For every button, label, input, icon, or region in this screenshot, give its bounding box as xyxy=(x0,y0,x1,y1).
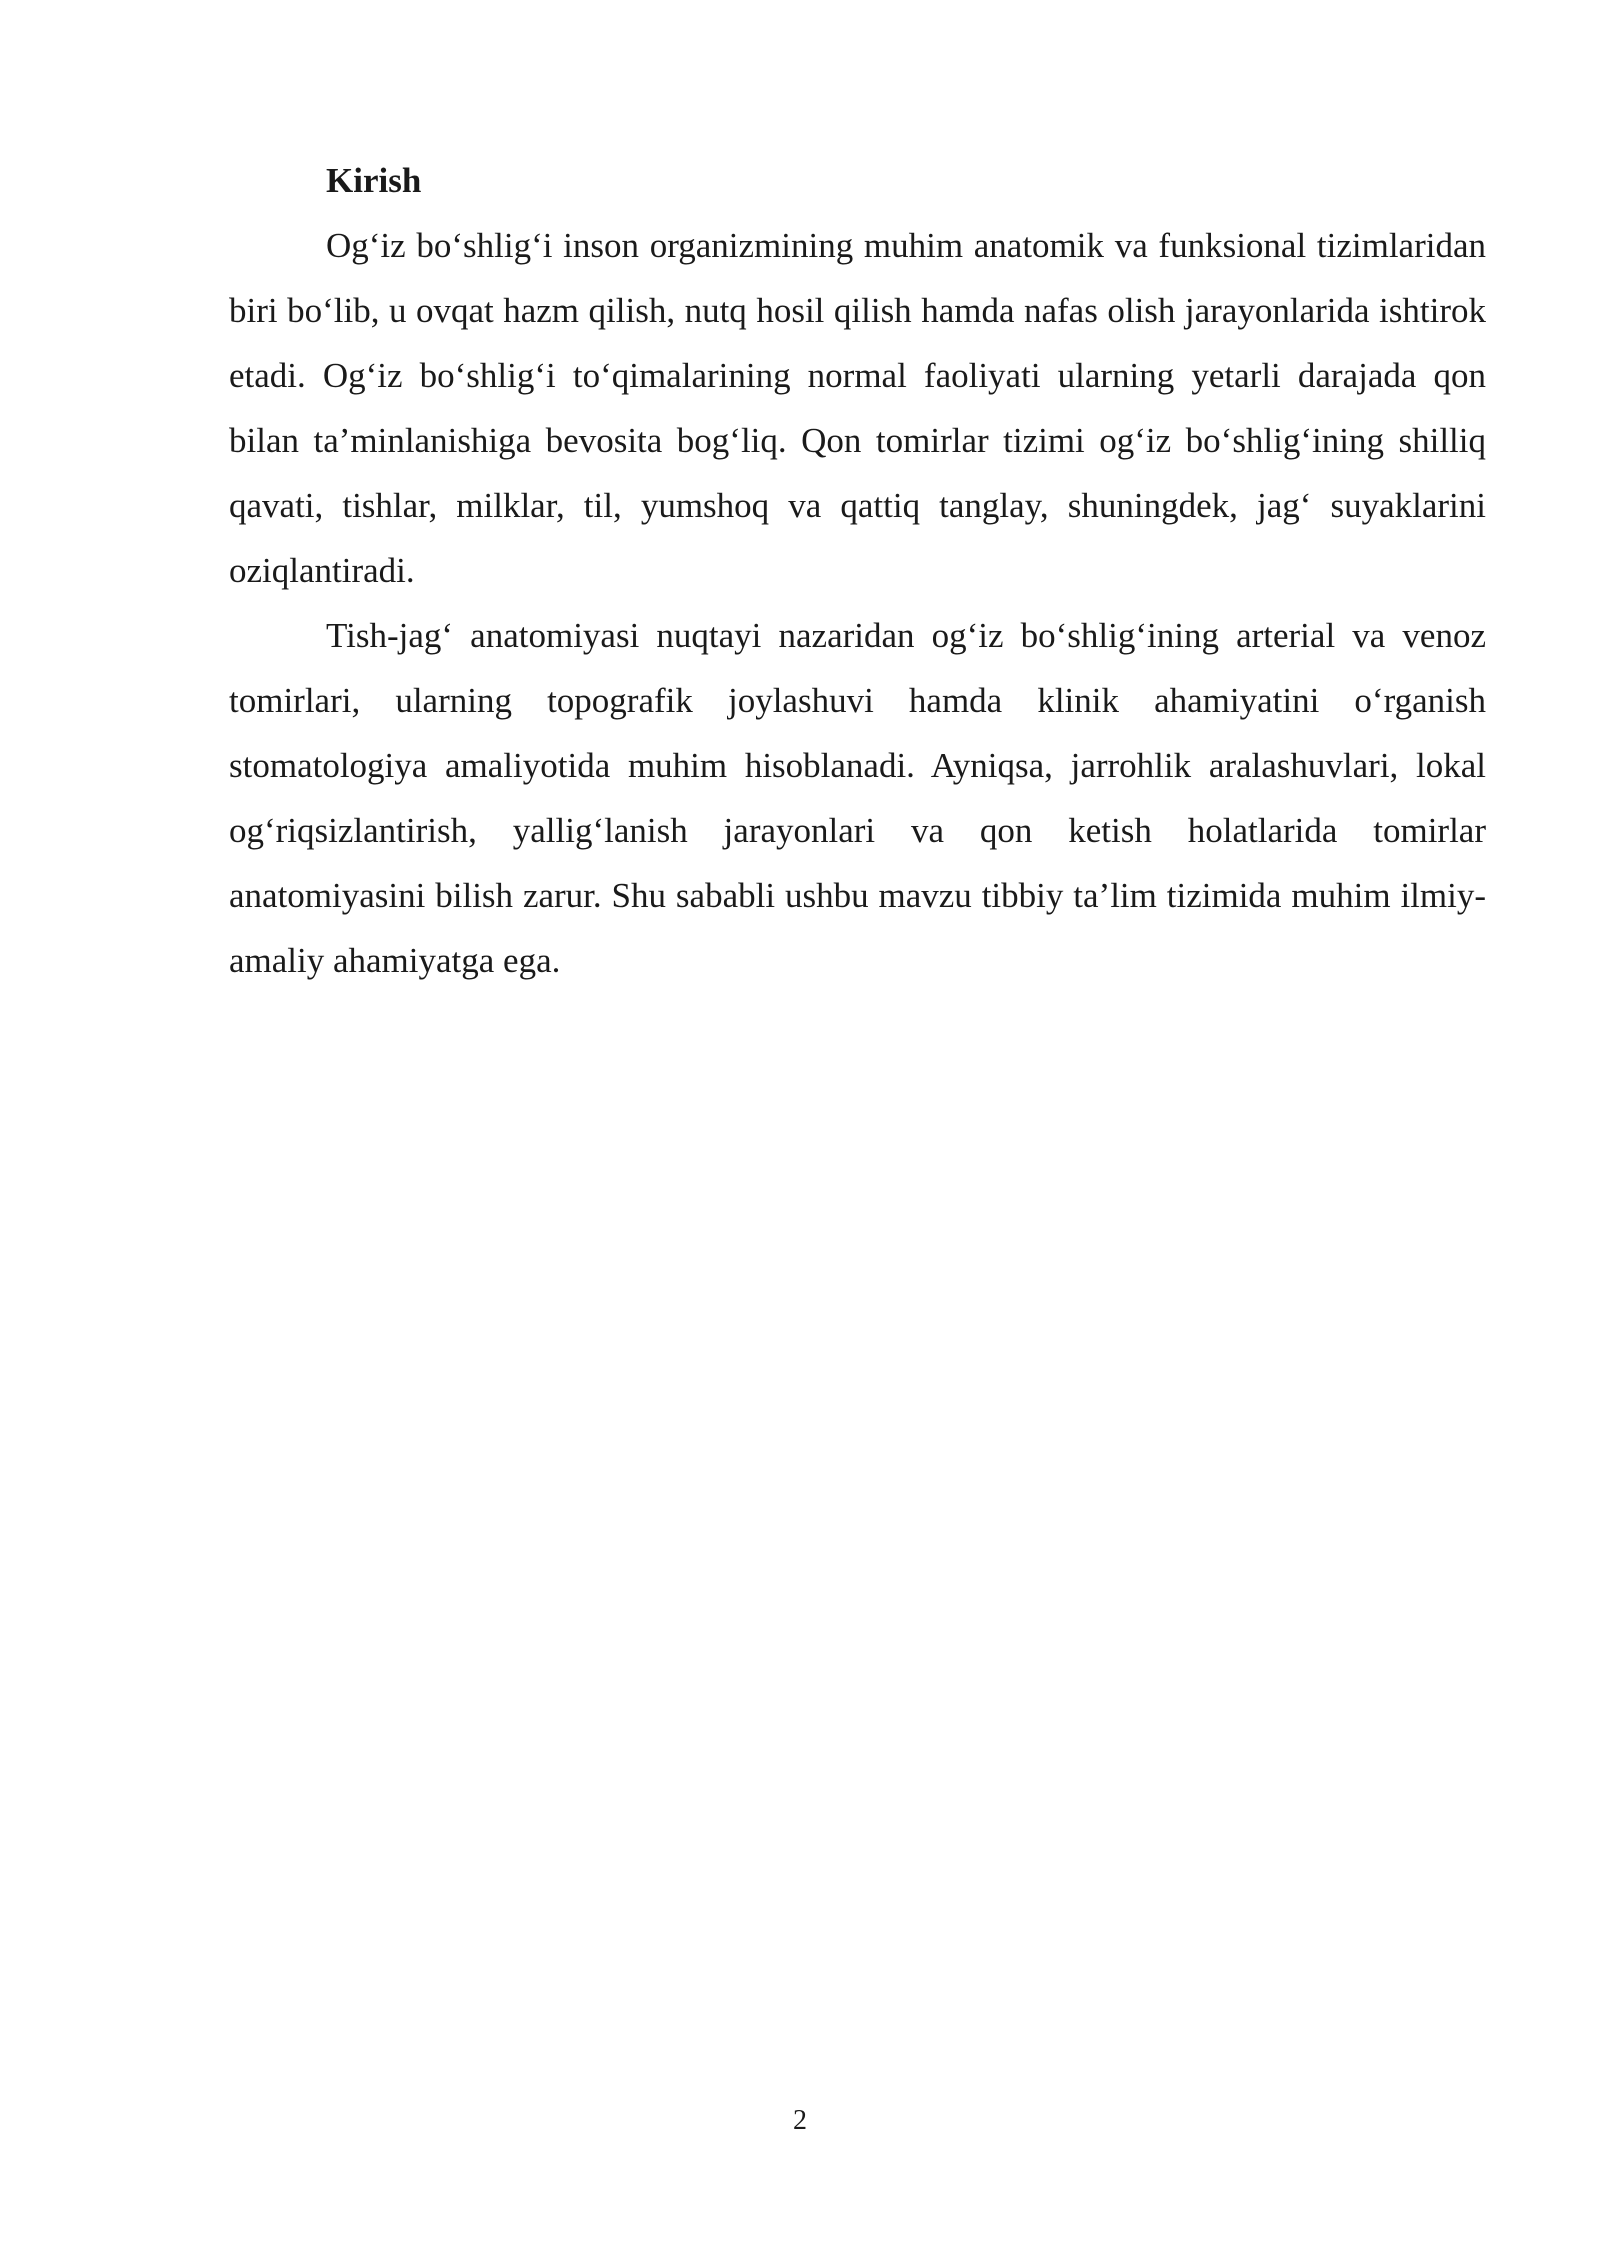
page-content xyxy=(229,148,1486,993)
page-number: 2 xyxy=(793,2105,807,2136)
paragraph-2: Tish-jag‘ anatomiyasi nuqtayi nazaridan og‘iz bo‘shlig‘ining arterial va venoz tomirlari, ularning topografik joylashuvi hamda klinik ahamiyatini o‘rganish stomatologiya amaliyotida muhim hisoblanadi. Ayniqsa, jarrohlik aralashuvlari, lokal og‘riqsizlantirish, yallig‘lanish jarayonlari va qon ketish holatlarida tomirlar anatomiyasini bilish zarur. Shu sababli ushbu mavzu tibbiy ta’lim tizimida muhim ilmiy-amaliy ahamiyatga ega. xyxy=(229,616,1486,980)
section-heading: Kirish xyxy=(326,161,422,200)
paragraph-1: Og‘iz bo‘shlig‘i inson organizmining muhim anatomik va funksional tizimlaridan biri bo‘lib, u ovqat hazm qilish, nutq hosil qilish hamda nafas olish jarayonlarida ishtirok etadi. Og‘iz bo‘shlig‘i to‘qimalarining normal faoliyati ularning yetarli darajada qon bilan ta’minlanishiga bevosita bog‘liq. Qon tomirlar tizimi og‘iz bo‘shlig‘ining shilliq qavati, tishlar, milklar, til, yumshoq va qattiq tanglay, shuningdek, jag‘ suyaklarini oziqlantiradi. xyxy=(229,226,1486,590)
